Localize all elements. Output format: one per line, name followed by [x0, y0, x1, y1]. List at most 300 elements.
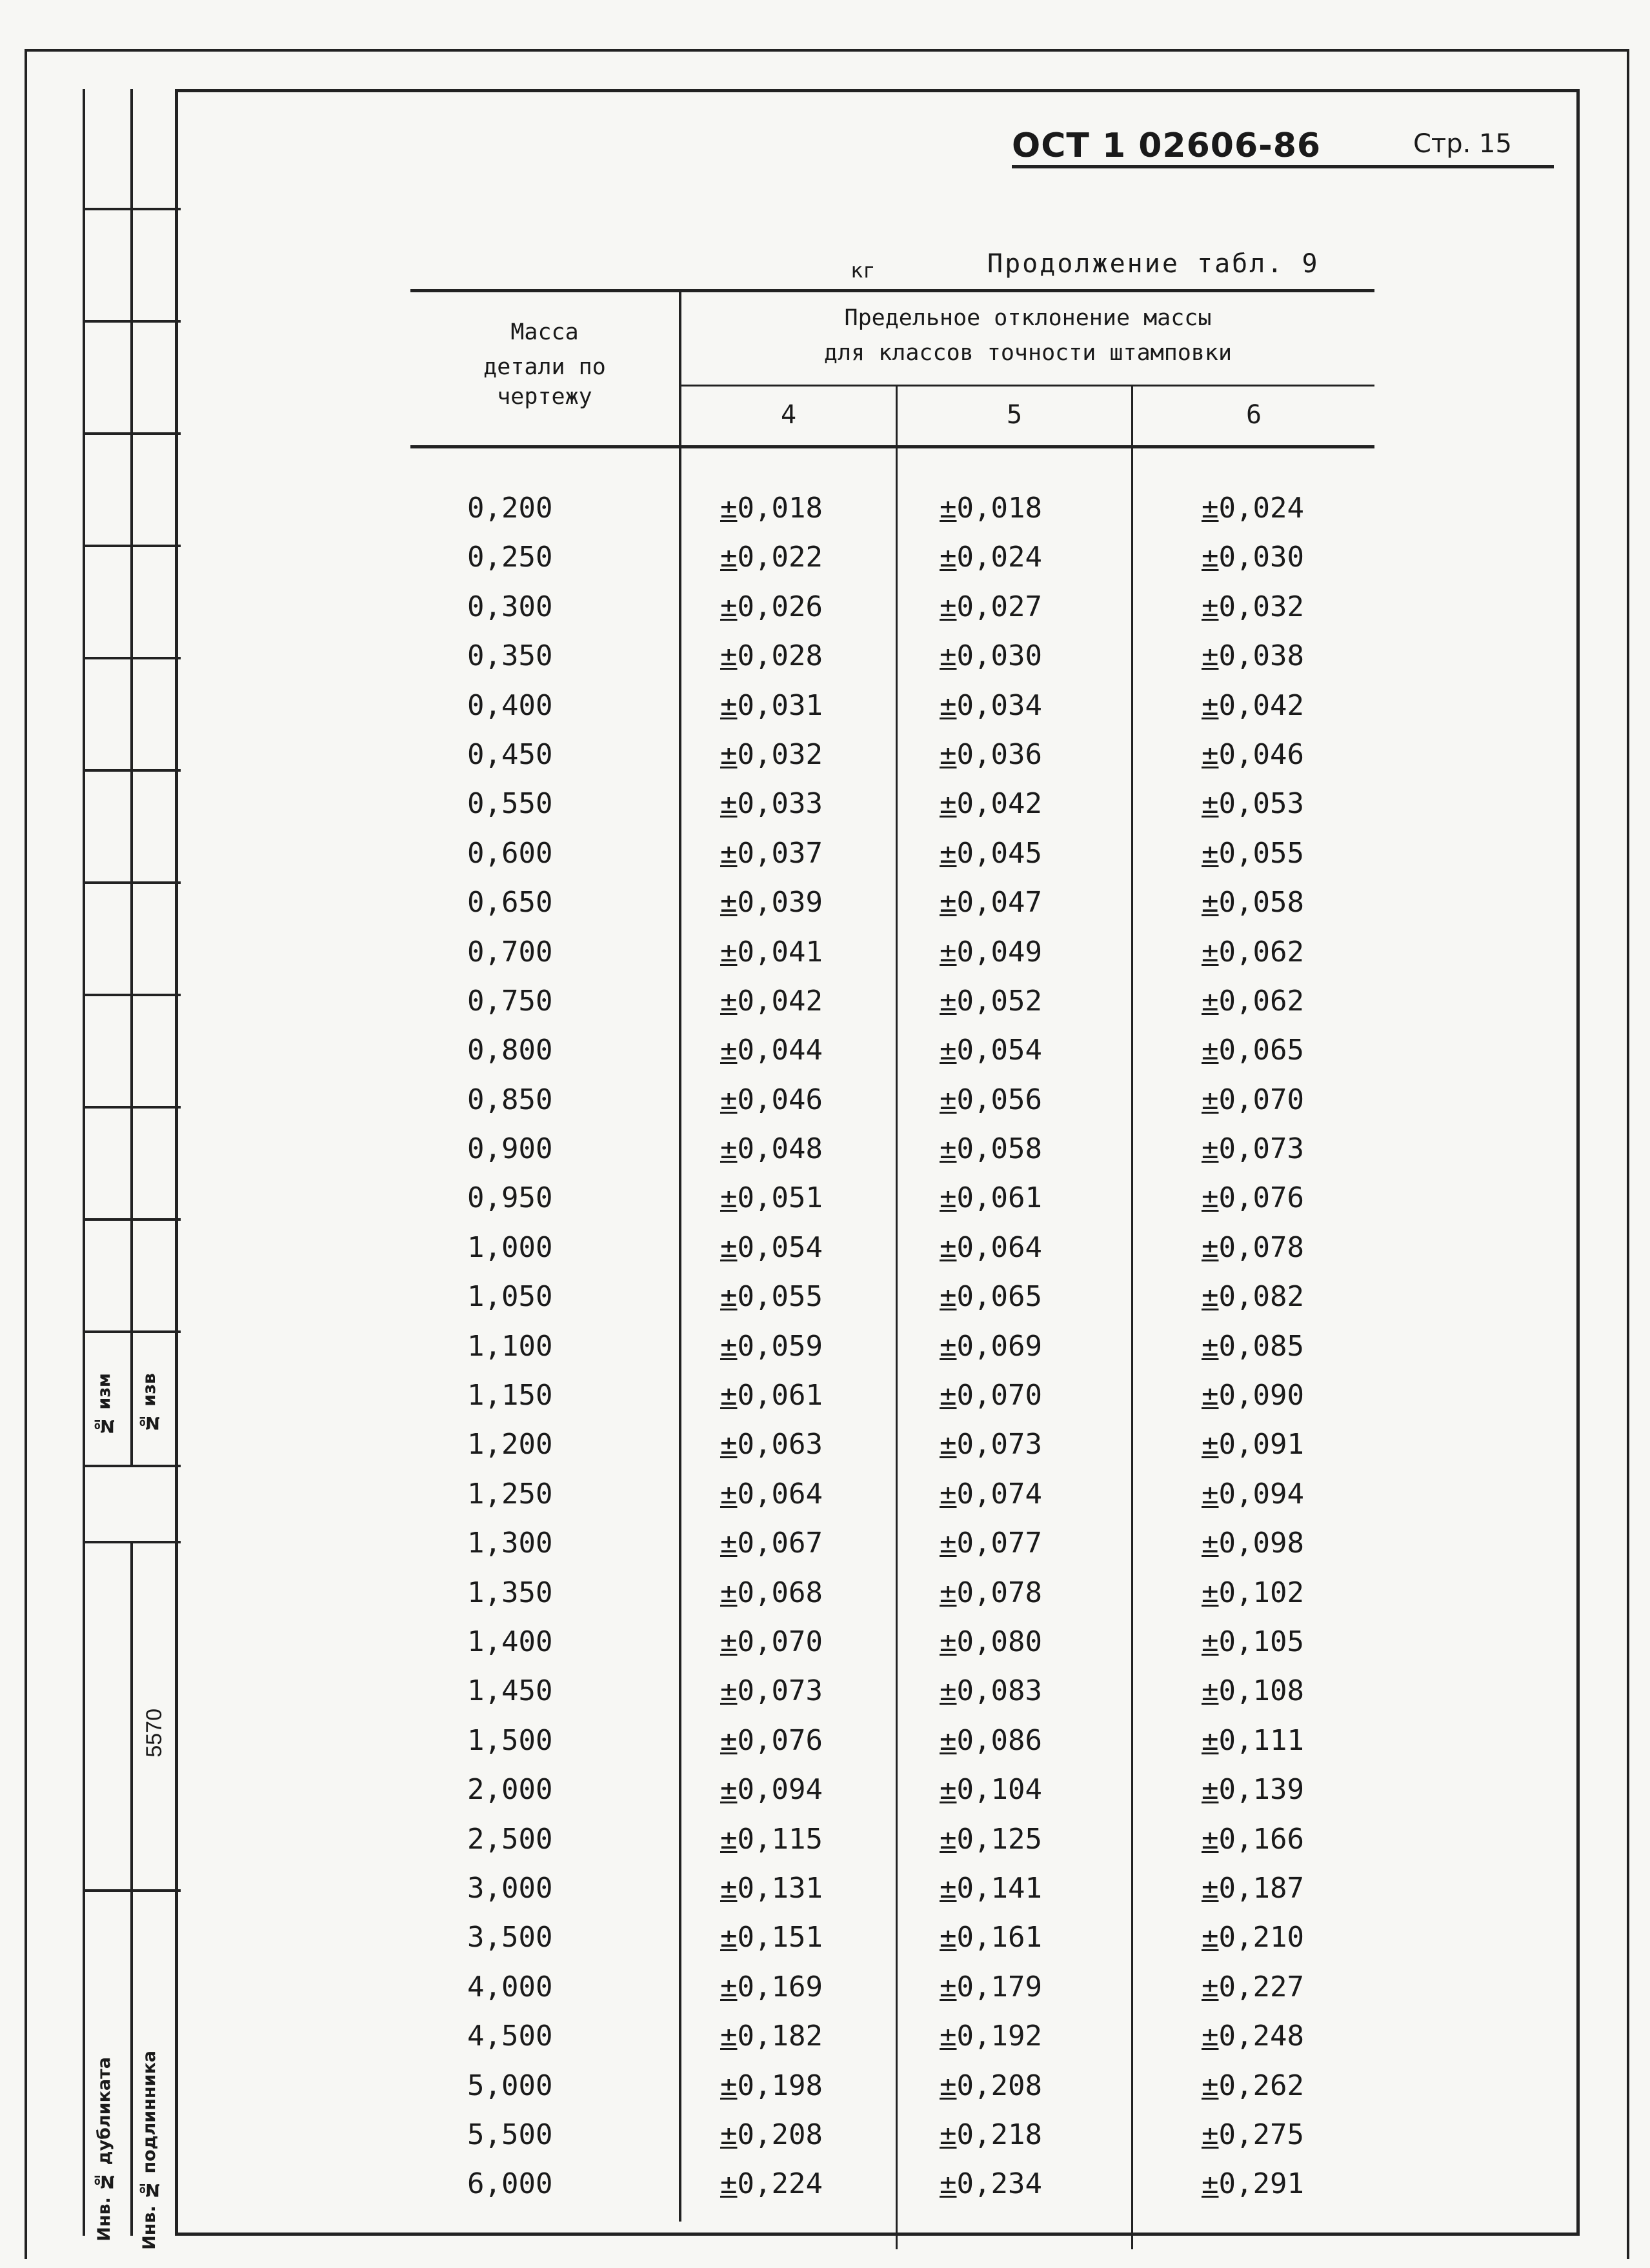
- mass-value: 0,450: [467, 738, 553, 771]
- deviation-value: 0,218: [956, 2118, 1042, 2151]
- plus-minus-sign: ±: [1202, 1280, 1219, 1314]
- deviation-c4: [720, 1079, 823, 1121]
- plus-minus-sign: ±: [940, 2118, 957, 2151]
- table-row: [410, 1819, 1374, 1868]
- deviation-value: 0,111: [1218, 1723, 1304, 1757]
- plus-minus-sign: ±: [720, 2167, 738, 2201]
- deviation-value: 0,028: [737, 639, 823, 673]
- class-5-header: 5: [1006, 400, 1023, 430]
- deviation-value: 0,102: [1218, 1576, 1304, 1609]
- strip-divider-upper: [130, 89, 133, 1467]
- deviation-value: 0,063: [737, 1428, 823, 1461]
- deviation-value: 0,044: [737, 1034, 823, 1067]
- deviation-c6: [1202, 1474, 1304, 1515]
- deviation-c5: [940, 1079, 1042, 1121]
- deviation-value: 0,042: [737, 984, 823, 1018]
- deviation-value: 0,030: [1218, 541, 1304, 574]
- table-row: [410, 2163, 1374, 2213]
- deviation-value: 0,047: [956, 886, 1042, 919]
- strip-cell-line: [85, 1465, 181, 1467]
- deviation-c5: [940, 1572, 1042, 1614]
- plus-minus-sign: ±: [940, 639, 957, 673]
- deviation-c4: [720, 2163, 823, 2205]
- deviation-value: 0,224: [737, 2167, 823, 2201]
- plus-minus-sign: ±: [1202, 1921, 1219, 1954]
- inv-dubl-label: Инв. № дубликата: [94, 2057, 114, 2242]
- mass-value: 5,000: [467, 2069, 553, 2102]
- deviation-c5: [940, 587, 1042, 628]
- deviation-c4: [720, 1868, 823, 1909]
- deviation-c5: [940, 1769, 1042, 1811]
- strip-cell-line: [85, 1218, 181, 1221]
- deviation-c5: [940, 734, 1042, 776]
- plus-minus-sign: ±: [940, 688, 957, 722]
- plus-minus-sign: ±: [1202, 1625, 1219, 1658]
- mass-value: 3,000: [467, 1871, 553, 1905]
- deviation-value: 0,061: [956, 1181, 1042, 1215]
- plus-minus-sign: ±: [720, 1576, 738, 1609]
- deviation-c5: [940, 1523, 1042, 1564]
- plus-minus-sign: ±: [720, 1428, 738, 1461]
- strip-cell-line: [85, 1889, 181, 1892]
- deviation-value: 0,024: [956, 541, 1042, 574]
- deviation-c6: [1202, 981, 1304, 1022]
- deviation-value: 0,041: [737, 935, 823, 968]
- plus-minus-sign: ±: [720, 836, 738, 870]
- deviation-c5: [940, 636, 1042, 677]
- plus-minus-sign: ±: [1202, 1181, 1219, 1215]
- deviation-c4: [720, 1671, 823, 1712]
- deviation-c5: [940, 1276, 1042, 1318]
- plus-minus-sign: ±: [720, 1773, 738, 1807]
- mass-value: 0,700: [467, 935, 553, 968]
- deviation-c6: [1202, 2163, 1304, 2205]
- strip-cell-line: [85, 320, 181, 323]
- table-row: [410, 1720, 1374, 1769]
- plus-minus-sign: ±: [720, 541, 738, 574]
- deviation-c4: [720, 537, 823, 578]
- table-row: [410, 1917, 1374, 1966]
- deviation-value: 0,182: [737, 2020, 823, 2053]
- deviation-value: 0,070: [1218, 1083, 1304, 1116]
- deviation-value: 0,037: [737, 836, 823, 870]
- deviation-value: 0,080: [956, 1625, 1042, 1658]
- plus-minus-sign: ±: [1202, 1477, 1219, 1510]
- deviation-c6: [1202, 1967, 1304, 2008]
- izm-label: № изм: [94, 1373, 114, 1436]
- deviation-c4: [720, 932, 823, 973]
- deviation-c4: [720, 2114, 823, 2156]
- plus-minus-sign: ±: [720, 590, 738, 623]
- strip-cell-line: [85, 545, 181, 547]
- deviation-c4: [720, 1227, 823, 1269]
- deviation-c6: [1202, 1276, 1304, 1318]
- plus-minus-sign: ±: [940, 2167, 957, 2201]
- mass-value: 0,350: [467, 639, 553, 673]
- deviation-c5: [940, 2065, 1042, 2107]
- table-row: [410, 2114, 1374, 2163]
- plus-minus-sign: ±: [720, 1230, 738, 1264]
- table-row: [410, 1474, 1374, 1523]
- mass-value: 0,300: [467, 590, 553, 623]
- table-row: [410, 1276, 1374, 1325]
- table-row: [410, 1326, 1374, 1375]
- table-row: [410, 488, 1374, 537]
- table-row: [410, 1523, 1374, 1572]
- strip-cell-line: [85, 657, 181, 659]
- deviation-value: 0,082: [1218, 1280, 1304, 1314]
- mass-value: 1,100: [467, 1329, 553, 1363]
- mass-value: 0,650: [467, 886, 553, 919]
- deviation-c6: [1202, 1819, 1304, 1860]
- plus-minus-sign: ±: [1202, 541, 1219, 574]
- deviation-c4: [720, 1967, 823, 2008]
- plus-minus-sign: ±: [940, 1379, 957, 1412]
- plus-minus-sign: ±: [1202, 2020, 1219, 2053]
- deviation-c4: [720, 1326, 823, 1367]
- deviation-c5: [940, 537, 1042, 578]
- deviation-value: 0,034: [956, 688, 1042, 722]
- deviation-value: 0,090: [1218, 1379, 1304, 1412]
- deviation-value: 0,033: [737, 787, 823, 821]
- deviation-value: 0,108: [1218, 1674, 1304, 1708]
- class-6-header: 6: [1245, 400, 1262, 430]
- deviation-value: 0,054: [737, 1230, 823, 1264]
- plus-minus-sign: ±: [720, 2020, 738, 2053]
- deviation-c4: [720, 1621, 823, 1663]
- deviation-c6: [1202, 537, 1304, 578]
- deviation-c6: [1202, 685, 1304, 727]
- plus-minus-sign: ±: [1202, 787, 1219, 821]
- deviation-c5: [940, 2016, 1042, 2057]
- deviation-c4: [720, 488, 823, 529]
- plus-minus-sign: ±: [1202, 738, 1219, 771]
- plus-minus-sign: ±: [940, 1230, 957, 1264]
- plus-minus-sign: ±: [940, 2069, 957, 2102]
- deviation-value: 0,055: [1218, 836, 1304, 870]
- deviation-c5: [940, 882, 1042, 923]
- deviation-value: 0,234: [956, 2167, 1042, 2201]
- deviation-c5: [940, 2163, 1042, 2205]
- plus-minus-sign: ±: [940, 1477, 957, 1510]
- deviation-c4: [720, 1720, 823, 1761]
- plus-minus-sign: ±: [720, 492, 738, 525]
- plus-minus-sign: ±: [1202, 590, 1219, 623]
- strip-cell-line: [85, 432, 181, 435]
- table-row: [410, 2065, 1374, 2114]
- deviation-value: 0,064: [956, 1230, 1042, 1264]
- deviation-value: 0,052: [956, 984, 1042, 1018]
- deviation-c5: [940, 1917, 1042, 1958]
- deviation-value: 0,045: [956, 836, 1042, 870]
- plus-minus-sign: ±: [1202, 1871, 1219, 1905]
- deviation-c6: [1202, 1523, 1304, 1564]
- deviation-value: 0,058: [956, 1132, 1042, 1166]
- deviation-value: 0,046: [737, 1083, 823, 1116]
- mass-value: 0,600: [467, 836, 553, 870]
- mass-value: 6,000: [467, 2167, 553, 2201]
- deviation-c4: [720, 783, 823, 825]
- deviation-value: 0,032: [1218, 590, 1304, 623]
- plus-minus-sign: ±: [1202, 2118, 1219, 2151]
- strip-cell-line: [85, 881, 181, 884]
- plus-minus-sign: ±: [940, 1576, 957, 1609]
- mass-value: 2,500: [467, 1822, 553, 1856]
- plus-minus-sign: ±: [1202, 688, 1219, 722]
- deviation-value: 0,104: [956, 1773, 1042, 1807]
- deviation-c4: [720, 1769, 823, 1811]
- deviation-value: 0,208: [956, 2069, 1042, 2102]
- table-row: [410, 932, 1374, 981]
- plus-minus-sign: ±: [720, 1083, 738, 1116]
- plus-minus-sign: ±: [720, 2069, 738, 2102]
- deviation-c6: [1202, 734, 1304, 776]
- deviation-value: 0,038: [1218, 639, 1304, 673]
- mass-value: 1,300: [467, 1527, 553, 1560]
- deviation-value: 0,248: [1218, 2020, 1304, 2053]
- mass-value: 4,000: [467, 1970, 553, 2003]
- deviation-value: 0,051: [737, 1181, 823, 1215]
- mass-value: 1,000: [467, 1230, 553, 1264]
- plus-minus-sign: ±: [720, 1181, 738, 1215]
- deviation-value: 0,131: [737, 1871, 823, 1905]
- mass-value: 1,150: [467, 1379, 553, 1412]
- plus-minus-sign: ±: [940, 1921, 957, 1954]
- deviation-c6: [1202, 833, 1304, 874]
- deviation-value: 0,036: [956, 738, 1042, 771]
- plus-minus-sign: ±: [1202, 1970, 1219, 2003]
- plus-minus-sign: ±: [940, 1723, 957, 1757]
- mass-value: 0,900: [467, 1132, 553, 1166]
- deviation-value: 0,077: [956, 1527, 1042, 1560]
- deviation-c6: [1202, 2016, 1304, 2057]
- deviation-c6: [1202, 1572, 1304, 1614]
- deviation-c4: [720, 2016, 823, 2057]
- mass-value: 0,850: [467, 1083, 553, 1116]
- plus-minus-sign: ±: [940, 1034, 957, 1067]
- plus-minus-sign: ±: [940, 935, 957, 968]
- table-row: [410, 1967, 1374, 2016]
- deviation-value: 0,046: [1218, 738, 1304, 771]
- plus-minus-sign: ±: [940, 1428, 957, 1461]
- deviation-c5: [940, 1326, 1042, 1367]
- plus-minus-sign: ±: [720, 1822, 738, 1856]
- deviation-value: 0,094: [1218, 1477, 1304, 1510]
- group-header-line: Предельное отклонение массы: [844, 305, 1212, 331]
- deviation-c4: [720, 1276, 823, 1318]
- mass-value: 3,500: [467, 1921, 553, 1954]
- deviation-c5: [940, 1819, 1042, 1860]
- plus-minus-sign: ±: [1202, 1428, 1219, 1461]
- deviation-c4: [720, 1572, 823, 1614]
- plus-minus-sign: ±: [1202, 1822, 1219, 1856]
- mass-value: 5,500: [467, 2118, 553, 2151]
- deviation-value: 0,076: [737, 1723, 823, 1757]
- plus-minus-sign: ±: [720, 1132, 738, 1166]
- deviation-c6: [1202, 1375, 1304, 1416]
- deviation-c4: [720, 1375, 823, 1416]
- mass-value: 4,500: [467, 2020, 553, 2053]
- deviation-c5: [940, 981, 1042, 1022]
- deviation-value: 0,018: [956, 492, 1042, 525]
- deviation-value: 0,166: [1218, 1822, 1304, 1856]
- mass-value: 0,250: [467, 541, 553, 574]
- plus-minus-sign: ±: [1202, 1132, 1219, 1166]
- plus-minus-sign: ±: [940, 2020, 957, 2053]
- mass-value: 1,450: [467, 1674, 553, 1708]
- deviation-c4: [720, 734, 823, 776]
- table-row: [410, 1030, 1374, 1079]
- table-row: [410, 587, 1374, 636]
- table-row: [410, 537, 1374, 586]
- table-row: [410, 981, 1374, 1030]
- deviation-c4: [720, 882, 823, 923]
- table-caption: Продолжение табл. 9: [987, 249, 1320, 279]
- plus-minus-sign: ±: [940, 1132, 957, 1166]
- deviation-value: 0,141: [956, 1871, 1042, 1905]
- deviation-c5: [940, 1474, 1042, 1515]
- plus-minus-sign: ±: [720, 1970, 738, 2003]
- plus-minus-sign: ±: [940, 1280, 957, 1314]
- deviation-value: 0,291: [1218, 2167, 1304, 2201]
- deviation-c6: [1202, 783, 1304, 825]
- strip-cell-line: [85, 994, 181, 996]
- deviation-value: 0,073: [737, 1674, 823, 1708]
- deviation-value: 0,073: [956, 1428, 1042, 1461]
- plus-minus-sign: ±: [720, 1723, 738, 1757]
- plus-minus-sign: ±: [940, 1181, 957, 1215]
- deviation-c5: [940, 488, 1042, 529]
- plus-minus-sign: ±: [940, 1871, 957, 1905]
- deviation-c5: [940, 783, 1042, 825]
- plus-minus-sign: ±: [1202, 1723, 1219, 1757]
- table-body: [410, 488, 1374, 2213]
- deviation-c4: [720, 833, 823, 874]
- deviation-c4: [720, 1178, 823, 1219]
- deviation-c5: [940, 1424, 1042, 1465]
- plus-minus-sign: ±: [940, 1773, 957, 1807]
- deviation-value: 0,115: [737, 1822, 823, 1856]
- deviation-c6: [1202, 2065, 1304, 2107]
- table-row: [410, 1868, 1374, 1917]
- deviation-c6: [1202, 587, 1304, 628]
- mass-header-line: детали по: [483, 354, 606, 380]
- deviation-c5: [940, 1868, 1042, 1909]
- deviation-c5: [940, 1967, 1042, 2008]
- plus-minus-sign: ±: [1202, 1329, 1219, 1363]
- plus-minus-sign: ±: [720, 688, 738, 722]
- deviation-value: 0,026: [737, 590, 823, 623]
- deviation-value: 0,042: [1218, 688, 1304, 722]
- table-row: [410, 1227, 1374, 1276]
- deviation-c6: [1202, 1178, 1304, 1219]
- deviation-value: 0,032: [737, 738, 823, 771]
- mass-value: 0,400: [467, 688, 553, 722]
- deviation-c4: [720, 1819, 823, 1860]
- deviation-value: 0,139: [1218, 1773, 1304, 1807]
- mass-value: 0,750: [467, 984, 553, 1018]
- plus-minus-sign: ±: [720, 2118, 738, 2151]
- deviation-value: 0,061: [737, 1379, 823, 1412]
- table-row: [410, 685, 1374, 734]
- plus-minus-sign: ±: [1202, 492, 1219, 525]
- deviation-value: 0,053: [1218, 787, 1304, 821]
- page-number: Стр. 15: [1413, 129, 1512, 159]
- deviation-c5: [940, 1375, 1042, 1416]
- deviation-c6: [1202, 1671, 1304, 1712]
- deviation-c5: [940, 833, 1042, 874]
- deviation-c6: [1202, 488, 1304, 529]
- unit-label: кг: [850, 258, 876, 283]
- plus-minus-sign: ±: [720, 1871, 738, 1905]
- deviation-c6: [1202, 1917, 1304, 1958]
- deviation-c6: [1202, 1227, 1304, 1269]
- deviation-value: 0,198: [737, 2069, 823, 2102]
- deviation-value: 0,058: [1218, 886, 1304, 919]
- deviation-value: 0,076: [1218, 1181, 1304, 1215]
- deviation-value: 0,227: [1218, 1970, 1304, 2003]
- mass-value: 1,350: [467, 1576, 553, 1609]
- group-header-rule: [680, 385, 1374, 386]
- deviation-value: 0,151: [737, 1921, 823, 1954]
- deviation-c6: [1202, 1079, 1304, 1121]
- strip-divider-lower: [130, 1541, 133, 2236]
- plus-minus-sign: ±: [1202, 1034, 1219, 1067]
- mass-value: 1,500: [467, 1723, 553, 1757]
- deviation-value: 0,062: [1218, 935, 1304, 968]
- deviation-value: 0,192: [956, 2020, 1042, 2053]
- header-rule: [1012, 165, 1554, 168]
- mass-header-line: Масса: [510, 319, 579, 345]
- deviation-c4: [720, 1523, 823, 1564]
- deviation-value: 0,065: [1218, 1034, 1304, 1067]
- plus-minus-sign: ±: [720, 1625, 738, 1658]
- deviation-value: 0,074: [956, 1477, 1042, 1510]
- deviation-c4: [720, 1030, 823, 1071]
- deviation-c6: [1202, 2114, 1304, 2156]
- deviation-value: 0,056: [956, 1083, 1042, 1116]
- document-code: ОСТ 1 02606-86: [1012, 126, 1322, 165]
- deviation-value: 0,067: [737, 1527, 823, 1560]
- plus-minus-sign: ±: [940, 1329, 957, 1363]
- plus-minus-sign: ±: [720, 1329, 738, 1363]
- class-4-header: 4: [780, 400, 797, 430]
- mass-value: 1,200: [467, 1428, 553, 1461]
- deviation-value: 0,083: [956, 1674, 1042, 1708]
- plus-minus-sign: ±: [720, 1477, 738, 1510]
- deviation-value: 0,068: [737, 1576, 823, 1609]
- tolerance-table: [410, 289, 1374, 2222]
- mass-value: 0,550: [467, 787, 553, 821]
- plus-minus-sign: ±: [720, 787, 738, 821]
- plus-minus-sign: ±: [1202, 984, 1219, 1018]
- deviation-c4: [720, 1424, 823, 1465]
- plus-minus-sign: ±: [940, 1970, 957, 2003]
- plus-minus-sign: ±: [940, 1083, 957, 1116]
- mass-value: 0,200: [467, 492, 553, 525]
- plus-minus-sign: ±: [720, 886, 738, 919]
- deviation-value: 0,070: [956, 1379, 1042, 1412]
- mass-header-line: чертежу: [497, 384, 592, 410]
- plus-minus-sign: ±: [720, 1034, 738, 1067]
- deviation-c6: [1202, 1129, 1304, 1170]
- deviation-value: 0,262: [1218, 2069, 1304, 2102]
- deviation-value: 0,022: [737, 541, 823, 574]
- plus-minus-sign: ±: [1202, 1527, 1219, 1560]
- table-row: [410, 1375, 1374, 1424]
- plus-minus-sign: ±: [940, 984, 957, 1018]
- deviation-c4: [720, 1474, 823, 1515]
